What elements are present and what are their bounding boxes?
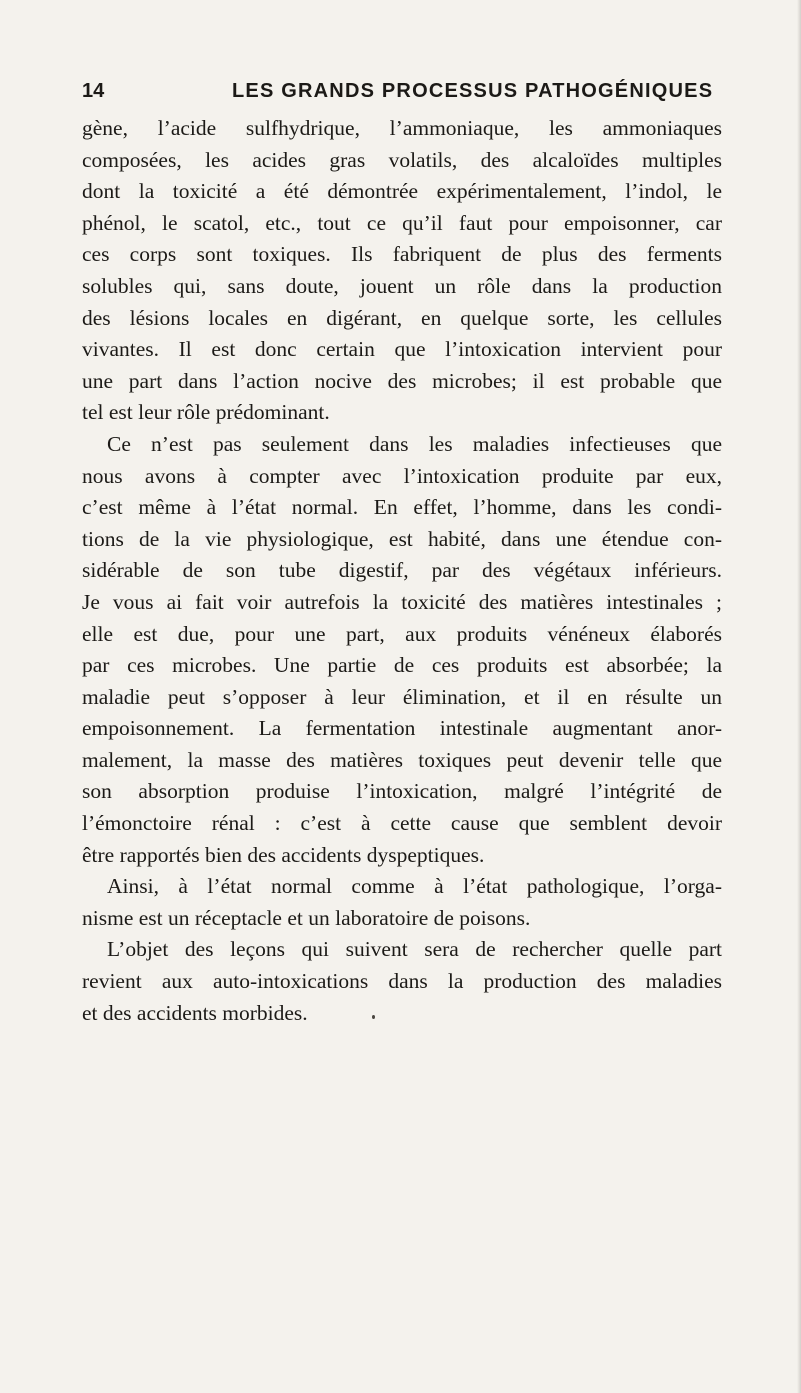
text-line: composées, les acides gras volatils, des alcaloïdes multiples [82, 147, 722, 172]
paragraph-start-line: Ainsi, à l’état normal comme à l’état pathologique, l’orga- [107, 874, 722, 899]
text-line: c’est même à l’état normal. En effet, l’homme, dans les condi- [82, 495, 722, 520]
body-text [82, 113, 722, 1029]
text-line: phénol, le scatol, etc., tout ce qu’il faut pour empoisonner, car [82, 210, 722, 235]
paragraph-start-line: Ce n’est pas seulement dans les maladies infectieuses que [107, 431, 722, 456]
text-line: son absorption produise l’intoxication, malgré l’intégrité de [82, 779, 722, 804]
text-line: nous avons à compter avec l’intoxication produite par eux, [82, 463, 722, 488]
text-line: sidérable de son tube digestif, par des végétaux inférieurs. [82, 558, 722, 583]
text-line: ces corps sont toxiques. Ils fabriquent de plus des ferments [82, 242, 722, 267]
text-line: vivantes. Il est donc certain que l’intoxication intervient pour [82, 337, 722, 362]
text-line: tions de la vie physiologique, est habité, dans une étendue con- [82, 526, 722, 551]
paragraph-start-line: L’objet des leçons qui suivent sera de rechercher quelle part [107, 937, 722, 962]
page-header [82, 80, 722, 106]
text-line: maladie peut s’opposer à leur élimination, et il en résulte un [82, 684, 722, 709]
text-line: solubles qui, sans doute, jouent un rôle dans la production [82, 273, 722, 298]
text-line: l’émonctoire rénal : c’est à cette cause que semblent devoir [82, 811, 722, 836]
text-line: revient aux auto-intoxications dans la production des maladies [82, 969, 722, 994]
text-line: une part dans l’action nocive des microbes; il est probable que [82, 368, 722, 393]
text-line: empoisonnement. La fermentation intestinale augmentant anor- [82, 716, 722, 741]
text-line: Je vous ai fait voir autrefois la toxicité des matières intestinales ; [82, 589, 722, 614]
text-line: être rapportés bien des accidents dyspeptiques. [82, 842, 485, 867]
text-line: des lésions locales en digérant, en quelque sorte, les cellules [82, 305, 722, 330]
text-line: dont la toxicité a été démontrée expérimentalement, l’indol, le [82, 179, 722, 204]
page-edge-shadow [797, 0, 801, 1393]
text-line: elle est due, pour une part, aux produits vénéneux élaborés [82, 621, 722, 646]
text-line: par ces microbes. Une partie de ces produits est absorbée; la [82, 653, 722, 678]
text-line: gène, l’acide sulfhydrique, l’ammoniaque, les ammoniaques [82, 116, 722, 140]
text-line: et des accidents morbides. [82, 1000, 308, 1025]
text-line: nisme est un réceptacle et un laboratoire de poisons. [82, 905, 531, 930]
ink-speck [372, 1015, 375, 1019]
text-line: tel est leur rôle prédominant. [82, 400, 330, 425]
page-number: 14 [82, 80, 105, 102]
running-title: LES GRANDS PROCESSUS PATHOGÉNIQUES [232, 80, 714, 102]
text-line: malement, la masse des matières toxiques peut devenir telle que [82, 747, 722, 772]
